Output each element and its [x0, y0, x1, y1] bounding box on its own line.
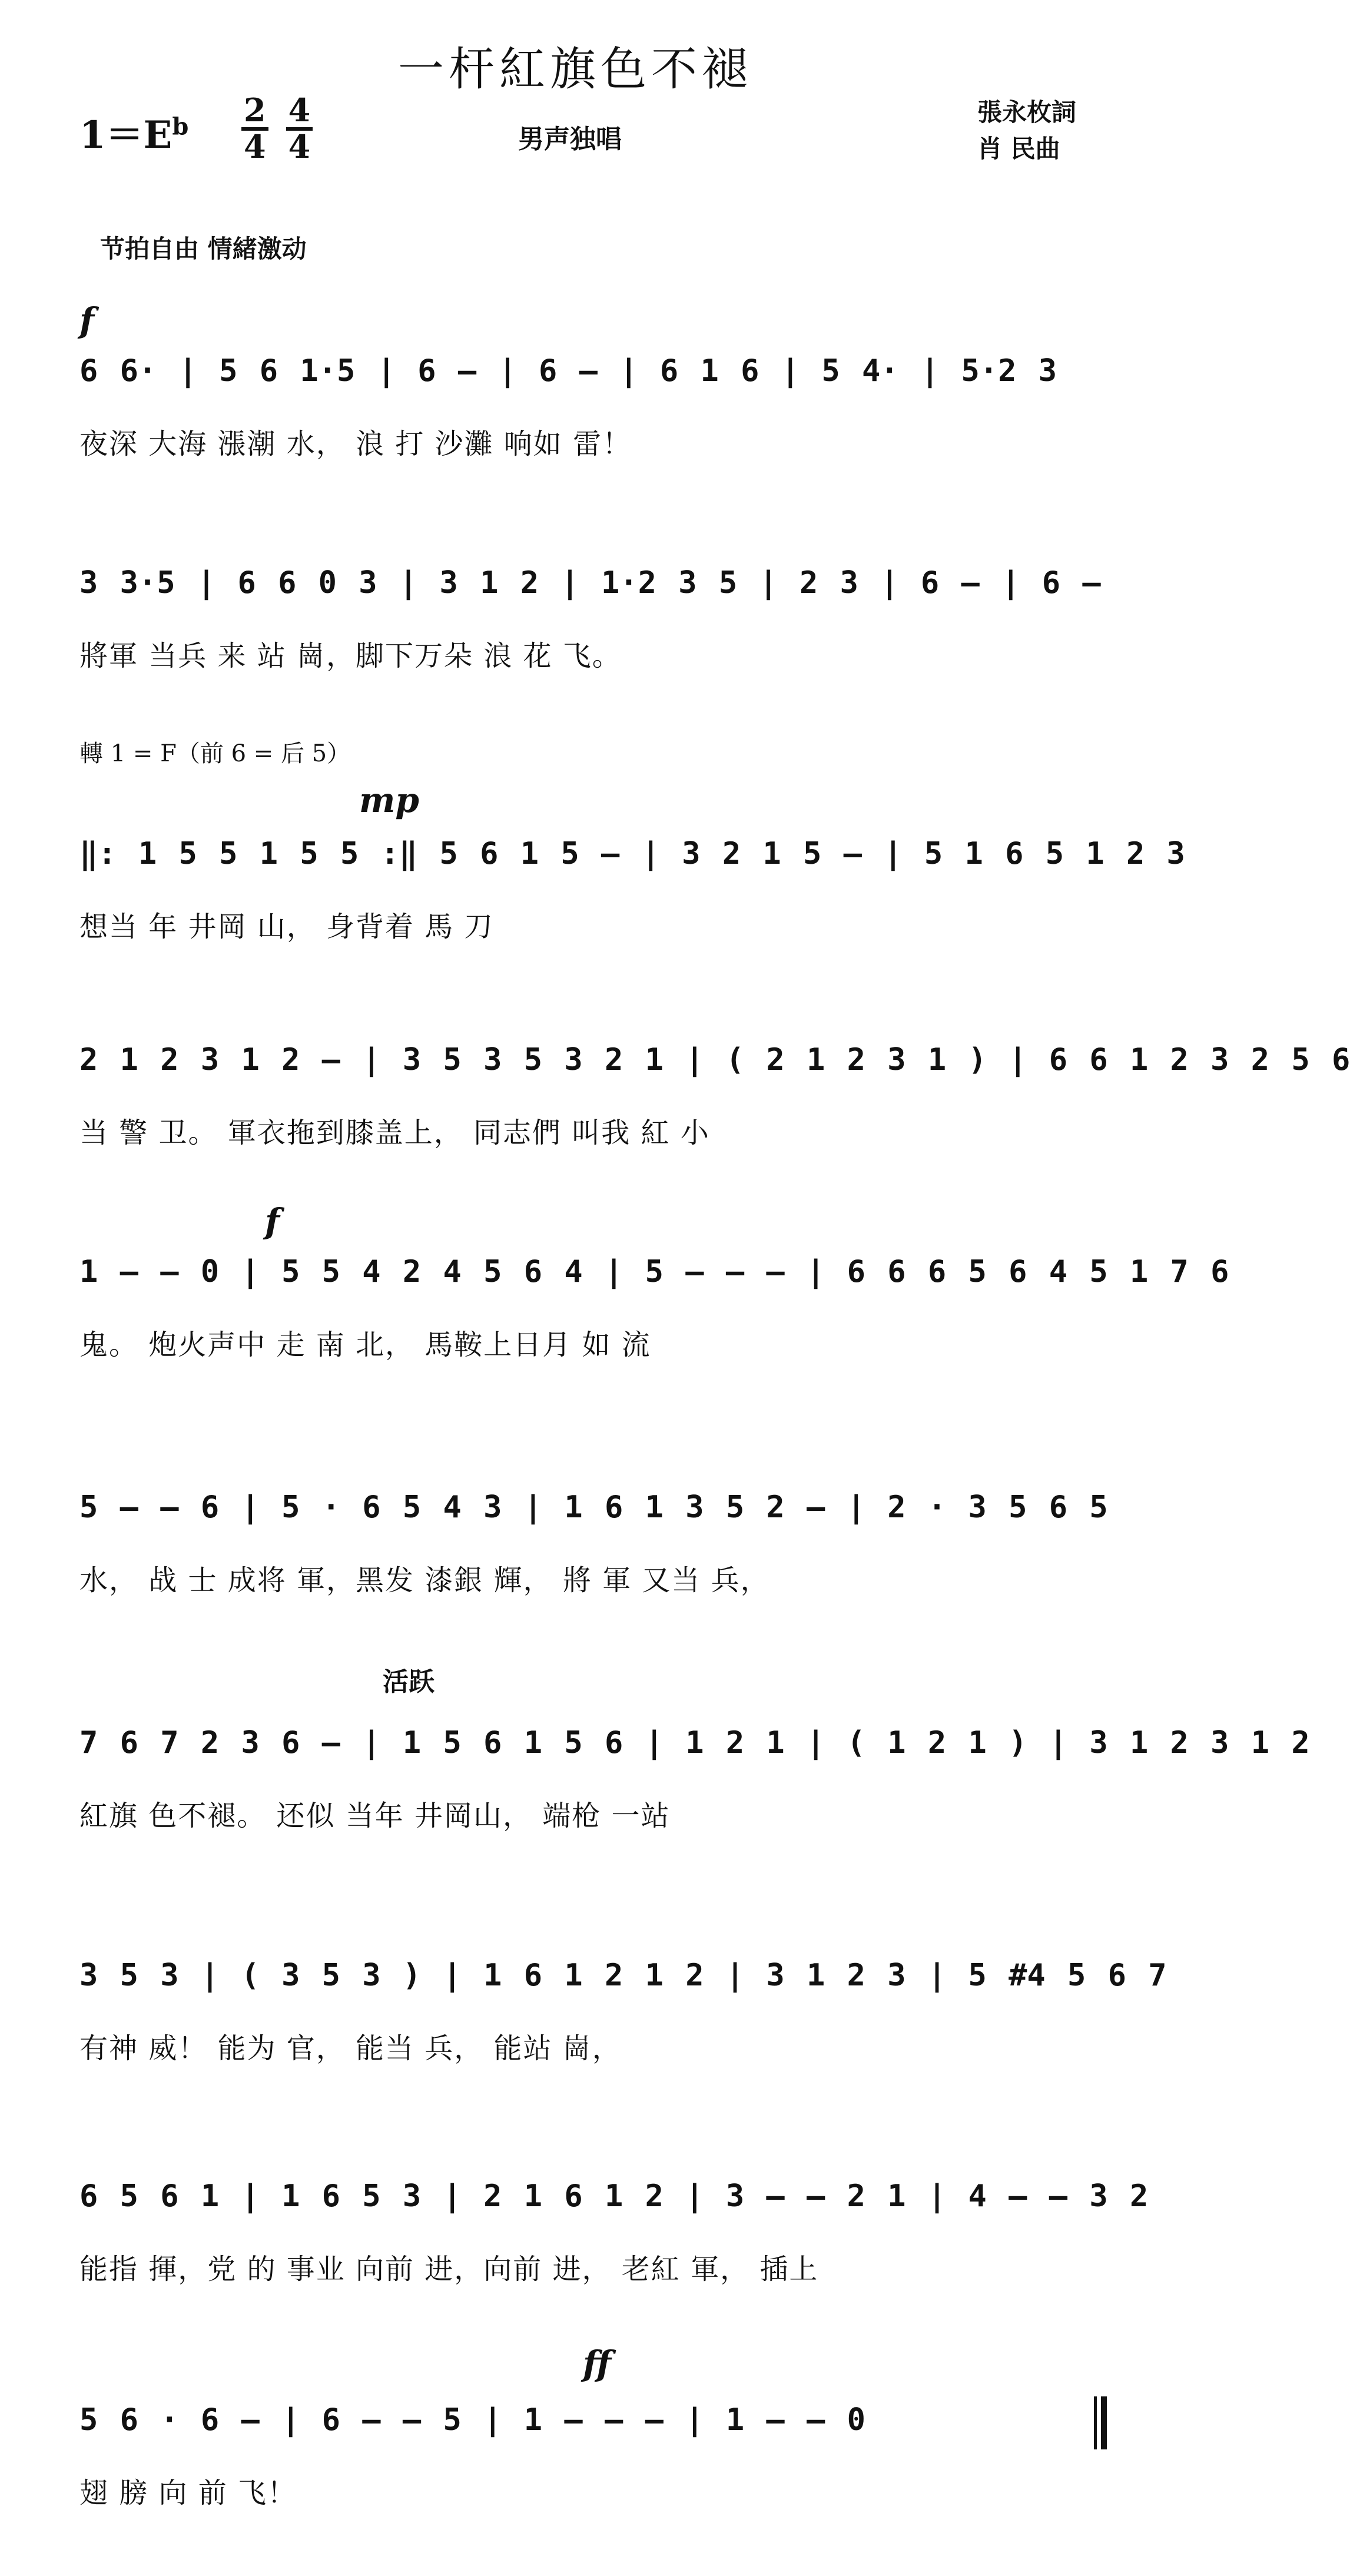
notation-line-3: ‖: 1 5 5 1 5 5 :‖ 5 6 1 5 — | 3 2 1 5 — | 5 1 6 5 1 2 3 — [79, 836, 1185, 871]
lyric-line-2: 將軍 当兵 来 站 崗，脚下万朵 浪 花 飞。 — [79, 639, 622, 672]
notation-line-9: 6 5 6 1 | 1 6 5 3 | 2 1 6 1 2 | 3 — — 2 1 | 4 — — 3 2 — [79, 2179, 1149, 2214]
notation-line-8: 3 5 3 | ( 3 5 3 ) | 1 6 1 2 1 2 | 3 1 2 3 | 5 #4 5 6 7 — [79, 1958, 1167, 1993]
key-text: 1＝E — [79, 113, 173, 157]
lyric-line-5: 鬼。 炮火声中 走 南 北， 馬鞍上日月 如 流 — [79, 1328, 651, 1361]
lyric-line-7: 紅旗 色不褪。 还似 当年 井岡山， 端枪 一站 — [79, 1799, 671, 1832]
time-signatures — [241, 91, 313, 165]
tempo-marking: 节拍自由 情緒激动 — [100, 234, 307, 263]
dynamic-mezzo-piano: mp — [359, 780, 419, 820]
lyricist-credit: 張永枚詞 — [977, 98, 1077, 127]
lyric-line-4: 当 警 卫。 軍衣拖到膝盖上， 同志們 叫我 紅 小 — [79, 1116, 710, 1149]
lyric-line-9: 能指 揮，党 的 事业 向前 进，向前 进， 老紅 軍， 插上 — [79, 2253, 819, 2286]
time-signature-2-4: $\frac{2}{4}$ — [241, 94, 268, 163]
notation-line-4: 2 1 2 3 1 2 — | 3 5 3 5 3 2 1 | ( 2 1 2 3 1 ) | 6 6 1 2 3 2 5 6 — [79, 1042, 1350, 1078]
notation-line-5: 1 — — 0 | 5 5 4 2 4 5 6 4 | 5 — — — | 6 6 6 5 6 4 5 1 7 6 — [79, 1254, 1229, 1289]
dynamic-forte-2: f — [265, 1201, 280, 1241]
notation-line-6: 5 — — 6 | 5 · 6 5 4 3 | 1 6 1 3 5 2 — | 2 · 3 5 6 5 — [79, 1490, 1108, 1525]
dynamic-fortissimo: ff — [583, 2343, 611, 2383]
dynamic-forte: f — [79, 300, 94, 340]
composer-credit: 肖 民曲 — [977, 134, 1060, 163]
lyric-line-10: 翅 膀 向 前 飞！ — [79, 2476, 297, 2509]
notation-line-2: 3 3·5 | 6 6 0 3 | 3 1 2 | 1·2 3 5 | 2 3 | 6 — | 6 — — [79, 565, 1101, 601]
notation-line-10: 5 6 · 6 — | 6 — — 5 | 1 — — — | 1 — — 0 — [79, 2402, 865, 2438]
final-barline-thin — [1094, 2396, 1097, 2449]
modulation-marking: 轉 1 = F（前 6 = 后 5） — [79, 740, 351, 767]
expression-lively: 活跃 — [383, 1667, 434, 1697]
flat-sign: b — [172, 112, 189, 141]
final-barline-thick — [1101, 2396, 1107, 2449]
lyric-line-3: 想当 年 井岡 山， 身背着 馬 刀 — [79, 910, 494, 943]
song-title: 一杆紅旗色不褪 — [397, 43, 752, 96]
lyric-line-1: 夜深 大海 漲潮 水， 浪 打 沙灘 响如 雷！ — [79, 427, 632, 460]
notation-line-7: 7 6 7 2 3 6 — | 1 5 6 1 5 6 | 1 2 1 | ( 1 2 1 ) | 3 1 2 3 1 2 — [79, 1725, 1310, 1761]
notation-line-1: 6 6· | 5 6 1·5 | 6 — | 6 — | 6 1 6 | 5 4· | 5·2 3 — [79, 353, 1057, 389]
time-signature-4-4: $\frac{4}{4}$ — [286, 94, 313, 163]
key-signature — [79, 105, 188, 159]
performance-type: 男声独唱 — [518, 124, 622, 154]
lyric-line-8: 有神 威！ 能为 官， 能当 兵， 能站 崗， — [79, 2032, 622, 2065]
lyric-line-6: 水， 战 士 成将 軍，黑发 漆銀 輝， 將 軍 又当 兵， — [79, 1564, 770, 1597]
